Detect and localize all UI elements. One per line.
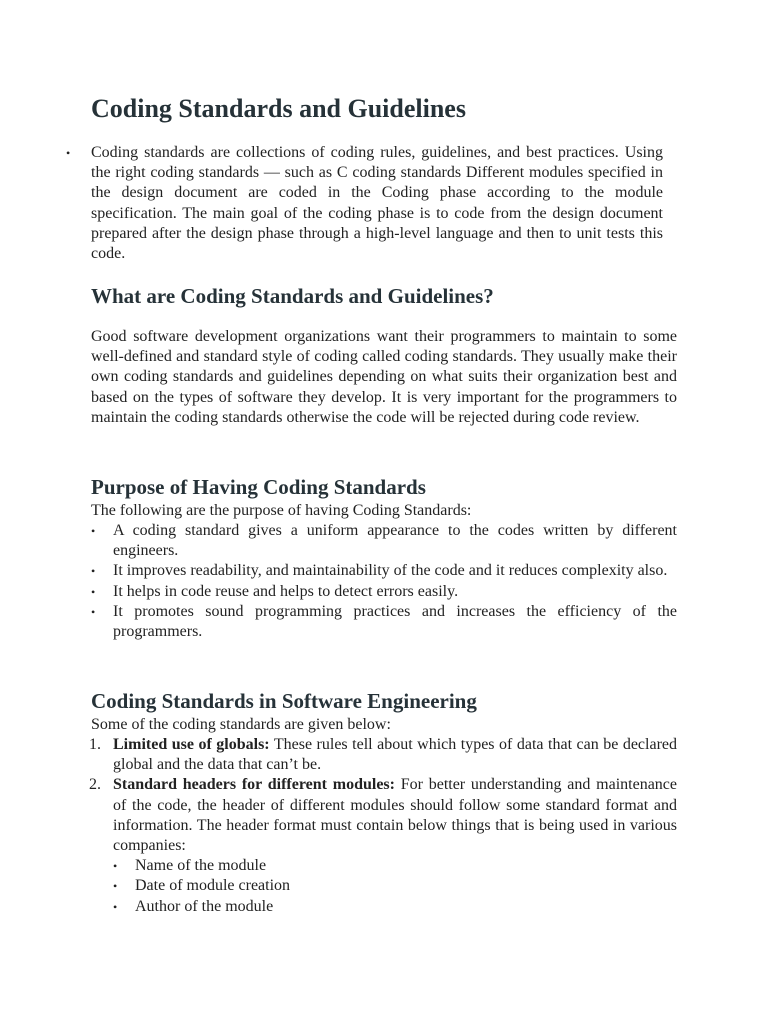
list-item-text: It promotes sound programming practices and increases the efficiency of the programmers. [113,602,677,641]
list-number: 1. [89,736,101,753]
list-item-label: Standard headers for different modules: [113,776,395,794]
bullet-icon: • [91,604,96,619]
list-item-text: A coding standard gives a uniform appearance to the codes written by different engineers. [113,522,677,560]
intro-bullet: • [66,146,71,160]
list-item [113,897,655,917]
list-item [91,582,677,602]
standards-list [91,735,677,917]
list-item [91,521,677,561]
page-title: Coding Standards and Guidelines [91,94,466,123]
bullet-icon: • [113,899,118,914]
purpose-lead: The following are the purpose of having Coding Standards: [91,502,472,519]
section-heading-standards: Coding Standards in Software Engineering [91,689,477,713]
list-item [113,876,655,896]
section-heading-purpose: Purpose of Having Coding Standards [91,475,426,499]
purpose-list [91,521,677,642]
what-paragraph: Good software development organizations want their programmers to maintain to some well-defined and standard style of coding called coding standards. They usually make their own coding standards and guidelines depending on what suits their organization best and based on the types of software they develop. It is very important for the programmers to maintain the coding standards otherwise the code will be rejected during code review. [91,328,677,426]
list-item [91,561,677,581]
bullet-icon: • [91,524,96,538]
list-number: 2. [89,776,101,794]
list-item [91,775,677,916]
bullet-icon: • [91,564,96,579]
intro-paragraph: Coding standards are collections of coding rules, guidelines, and best practices. Using the right coding standards — such as C coding standards Different modules specified in the design document are coded in the Coding phase according to the module specification. The main goal of the coding phase is to code from the design document prepared after the design phase through a high-level language and then to unit tests this code. [91,144,663,263]
list-item-label: Limited use of globals: [113,736,270,753]
list-item-text: It helps in code reuse and helps to detect errors easily. [113,582,459,600]
list-item-text: Date of module creation [135,877,291,895]
list-item-text: Name of the module [135,857,267,875]
list-item [91,602,677,642]
list-item [113,856,655,876]
section-heading-what: What are Coding Standards and Guidelines? [91,284,494,308]
bullet-icon: • [91,584,96,599]
list-item [91,735,677,775]
bullet-icon: • [113,859,118,874]
list-item-text: For better understanding and maintenance of the code, the header of different modules should follow some standard format and information. The header format must contain below things that is being used in various companies: [113,776,677,855]
bullet-icon: • [113,879,118,894]
list-item-text: Author of the module [135,897,274,915]
header-format-list [113,856,655,917]
list-item-text: These rules tell about which types of data that can be declared global and the data that can’t be. [113,736,678,774]
standards-lead: Some of the coding standards are given below: [91,716,391,733]
list-item-text: It improves readability, and maintainability of the code and it reduces complexity also. [113,562,668,580]
